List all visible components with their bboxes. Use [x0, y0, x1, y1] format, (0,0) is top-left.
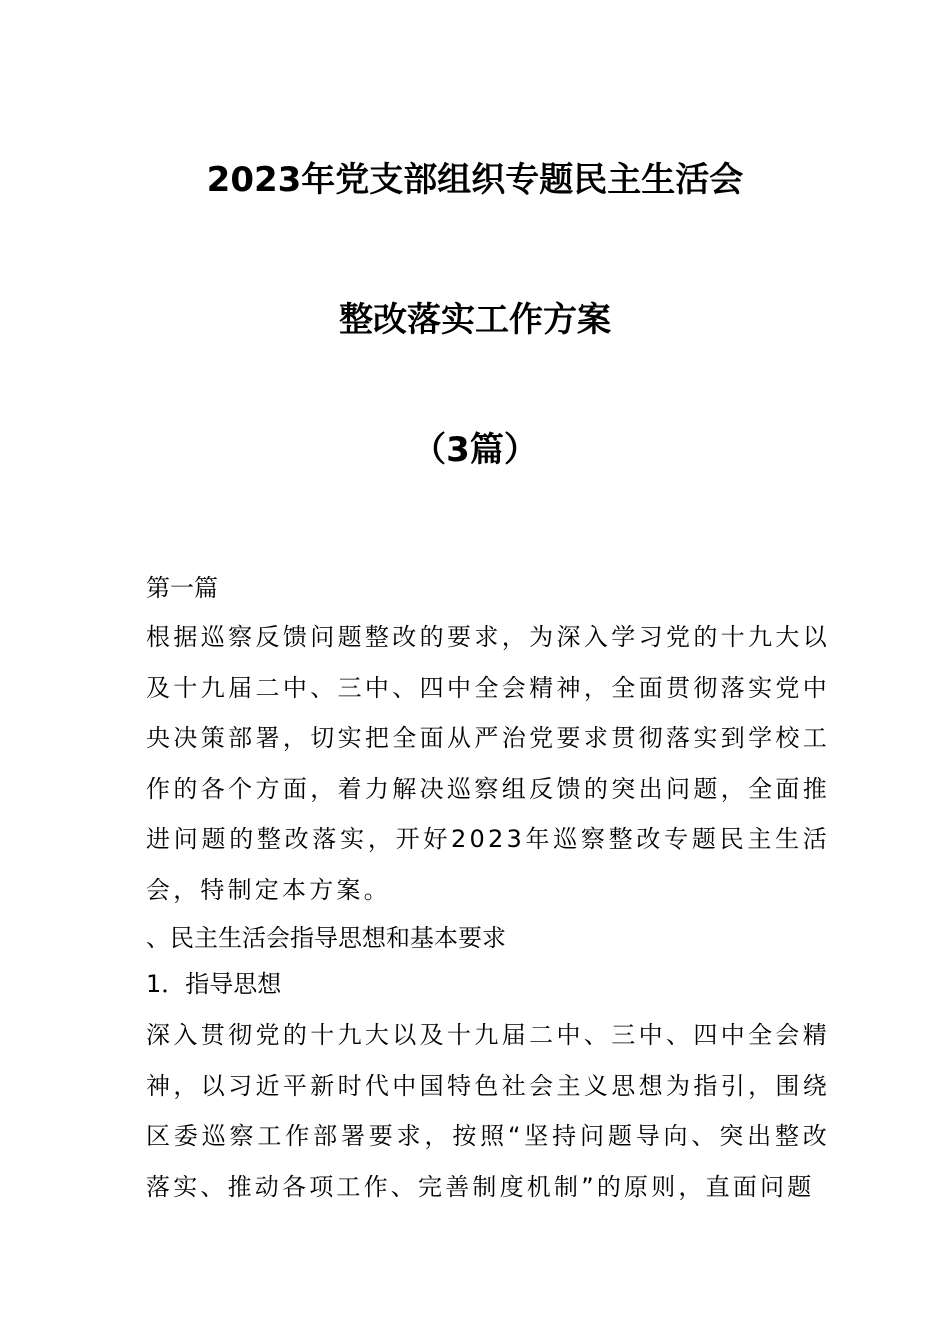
- document-title-line-2: 整改落实工作方案: [339, 300, 611, 340]
- subsection-heading: 1．指导思想: [146, 970, 282, 998]
- document-title-line-1: 2023年党支部组织专题民主生活会: [206, 160, 744, 200]
- section-heading: 、民主生活会指导思想和基本要求: [146, 924, 506, 952]
- document-title-count: （3篇）: [412, 430, 538, 470]
- body-paragraph: 深入贯彻党的十九大以及十九届二中、三中、四中全会精神，以习近平新时代中国特色社会主义思想为指引，围绕区委巡察工作部署要求，按照“坚持问题导向、突出整改落实、推动各项工作、完善制度机制”的原则，直面问题: [146, 1021, 830, 1201]
- intro-paragraph: 根据巡察反馈问题整改的要求，为深入学习党的十九大以及十九届二中、三中、四中全会精神，全面贯彻落实党中央决策部署，切实把全面从严治党要求贯彻落实到学校工作的各个方面，着力解决巡察组反馈的突出问题，全面推进问题的整改落实，开好2023年巡察整改专题民主生活会，特制定本方案。: [146, 623, 830, 904]
- section-label: 第一篇: [146, 574, 218, 602]
